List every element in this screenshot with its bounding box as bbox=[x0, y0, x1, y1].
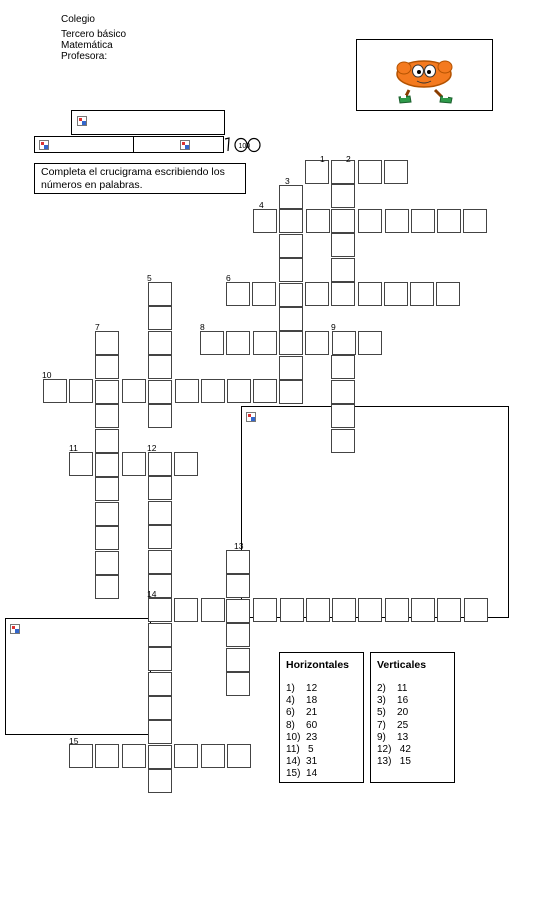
crossword-cell[interactable] bbox=[279, 356, 303, 380]
crossword-cell[interactable] bbox=[95, 404, 119, 428]
clue-item: 15) 14 bbox=[286, 768, 318, 780]
crossword-cell[interactable] bbox=[279, 209, 303, 233]
crossword-cell[interactable] bbox=[95, 575, 119, 599]
crossword-cell[interactable] bbox=[358, 331, 382, 355]
clue-item: 7) 25 bbox=[377, 719, 409, 731]
crossword-cell[interactable] bbox=[95, 331, 119, 355]
crossword-cell[interactable] bbox=[95, 477, 119, 501]
crossword-cell[interactable] bbox=[148, 623, 172, 647]
clue-number: 12 bbox=[147, 443, 157, 453]
clue-number: 8 bbox=[200, 322, 205, 332]
crossword-cell[interactable] bbox=[95, 355, 119, 379]
clue-item: 3) 16 bbox=[377, 695, 409, 707]
crossword-cell[interactable] bbox=[385, 209, 409, 233]
crossword-cell[interactable] bbox=[148, 282, 172, 306]
crossword-cell[interactable] bbox=[148, 598, 172, 622]
crossword-cell[interactable] bbox=[95, 502, 119, 526]
clue-item: 4) 18 bbox=[286, 695, 318, 707]
school-label: Colegio bbox=[61, 14, 95, 25]
clue-number: 15 bbox=[69, 736, 79, 746]
crossword-cell[interactable] bbox=[95, 380, 119, 404]
crossword-cell[interactable] bbox=[437, 598, 461, 622]
clue-number: 4 bbox=[259, 200, 264, 210]
clue-item: 14) 31 bbox=[286, 756, 318, 768]
crossword-cell[interactable] bbox=[226, 331, 250, 355]
clue-number: 7 bbox=[95, 322, 100, 332]
crossword-cell[interactable] bbox=[69, 379, 93, 403]
crossword-cell[interactable] bbox=[95, 453, 119, 477]
crossword-cell[interactable] bbox=[331, 160, 355, 184]
crossword-cell[interactable] bbox=[148, 452, 172, 476]
crossword-cell[interactable] bbox=[148, 696, 172, 720]
crossword-cell[interactable] bbox=[148, 647, 172, 671]
crossword-cell[interactable] bbox=[385, 598, 409, 622]
instructions-box: Completa el crucigrama escribiendo los números en palabras. bbox=[34, 163, 246, 194]
crossword-cell[interactable] bbox=[252, 282, 276, 306]
crossword-cell[interactable] bbox=[226, 282, 250, 306]
crossword-cell[interactable] bbox=[148, 525, 172, 549]
crossword-cell[interactable] bbox=[305, 160, 329, 184]
crossword-cell[interactable] bbox=[411, 598, 435, 622]
crossword-cell[interactable] bbox=[331, 404, 355, 428]
crossword-cell[interactable] bbox=[305, 282, 329, 306]
grade-label: Tercero básico bbox=[61, 29, 127, 40]
crossword-cell[interactable] bbox=[331, 282, 355, 306]
crossword-cell[interactable] bbox=[148, 476, 172, 500]
clue-number: 1 bbox=[320, 154, 325, 164]
crossword-cell[interactable] bbox=[122, 452, 146, 476]
crossword-cell[interactable] bbox=[69, 452, 93, 476]
crossword-cell[interactable] bbox=[226, 574, 250, 598]
crossword-cell[interactable] bbox=[436, 282, 460, 306]
horizontales-title: Horizontales bbox=[286, 659, 350, 671]
crossword-cell[interactable] bbox=[253, 209, 277, 233]
crossword-cell[interactable] bbox=[280, 598, 304, 622]
clue-item: 1) 12 bbox=[286, 683, 318, 694]
clue-number: 14 bbox=[147, 589, 157, 599]
crossword-cell[interactable] bbox=[95, 551, 119, 575]
crossword-cell[interactable] bbox=[148, 331, 172, 355]
crossword-cell[interactable] bbox=[148, 355, 172, 379]
clue-item: 12) 42 bbox=[377, 744, 411, 756]
crossword-cell[interactable] bbox=[437, 209, 461, 233]
crossword-cell[interactable] bbox=[410, 282, 434, 306]
crossword-cell[interactable] bbox=[331, 233, 355, 257]
clue-number: 2 bbox=[346, 154, 351, 164]
crossword-cell[interactable] bbox=[331, 380, 355, 404]
crossword-cell[interactable] bbox=[306, 598, 330, 622]
teacher-label: Profesora: bbox=[61, 51, 108, 62]
crossword-cell[interactable] bbox=[174, 452, 198, 476]
crossword-cell[interactable] bbox=[122, 744, 146, 768]
crossword-cell[interactable] bbox=[148, 550, 172, 574]
clue-item: 6) 21 bbox=[286, 707, 318, 719]
crossword-cell[interactable] bbox=[148, 501, 172, 525]
crossword-cell[interactable] bbox=[227, 379, 251, 403]
crossword-cell[interactable] bbox=[253, 379, 277, 403]
clue-number: 10 bbox=[42, 370, 52, 380]
crossword-cell[interactable] bbox=[148, 380, 172, 404]
crossword-cell[interactable] bbox=[384, 282, 408, 306]
crossword-cell[interactable] bbox=[358, 209, 382, 233]
crossword-cell[interactable] bbox=[463, 209, 487, 233]
crossword-cell[interactable] bbox=[279, 234, 303, 258]
crossword-cell[interactable] bbox=[69, 744, 93, 768]
crossword-cell[interactable] bbox=[331, 355, 355, 379]
clue-item: 5) 20 bbox=[377, 707, 409, 719]
crossword-cell[interactable] bbox=[226, 623, 250, 647]
crossword-cell[interactable] bbox=[331, 209, 355, 233]
verticales-title: Verticales bbox=[377, 659, 427, 671]
crossword-cell[interactable] bbox=[358, 160, 382, 184]
crossword-cell[interactable] bbox=[358, 598, 382, 622]
crossword-cell[interactable] bbox=[305, 331, 329, 355]
crossword-cell[interactable] bbox=[95, 526, 119, 550]
crossword-cell[interactable] bbox=[174, 598, 198, 622]
horizontales-panel bbox=[279, 652, 364, 783]
clue-item: 11) 5 bbox=[286, 744, 314, 756]
crossword-cell[interactable] bbox=[201, 744, 225, 768]
crossword-cell[interactable] bbox=[148, 306, 172, 330]
crossword-cell[interactable] bbox=[331, 184, 355, 208]
crossword-cell[interactable] bbox=[95, 429, 119, 453]
score-glyph-text: 100 bbox=[238, 143, 251, 150]
crossword-cell[interactable] bbox=[331, 258, 355, 282]
crossword-cell[interactable] bbox=[122, 379, 146, 403]
crossword-cell[interactable] bbox=[332, 331, 356, 355]
crossword-cell[interactable] bbox=[279, 258, 303, 282]
crossword-cell[interactable] bbox=[253, 598, 277, 622]
crossword-cell[interactable] bbox=[174, 744, 198, 768]
crossword-cell[interactable] bbox=[332, 598, 356, 622]
crossword-cell[interactable] bbox=[226, 599, 250, 623]
crossword-cell[interactable] bbox=[464, 598, 488, 622]
crossword-cell[interactable] bbox=[201, 598, 225, 622]
crossword-cell[interactable] bbox=[331, 429, 355, 453]
clue-number: 3 bbox=[285, 176, 290, 186]
crossword-cell[interactable] bbox=[384, 160, 408, 184]
crossword-cell[interactable] bbox=[175, 379, 199, 403]
crossword-cell[interactable] bbox=[411, 209, 435, 233]
crossword-cell[interactable] bbox=[227, 744, 251, 768]
crossword-cell[interactable] bbox=[201, 379, 225, 403]
crossword-cell[interactable] bbox=[148, 745, 172, 769]
crossword-cell[interactable] bbox=[200, 331, 224, 355]
clue-item: 8) 60 bbox=[286, 719, 318, 731]
clue-number: 5 bbox=[147, 273, 152, 283]
crossword-cell[interactable] bbox=[226, 648, 250, 672]
clue-number: 13 bbox=[234, 541, 244, 551]
crossword-cell[interactable] bbox=[279, 307, 303, 331]
subject-label: Matemática bbox=[61, 40, 113, 51]
crossword-cell[interactable] bbox=[148, 672, 172, 696]
crossword-cell[interactable] bbox=[253, 331, 277, 355]
crossword-cell[interactable] bbox=[148, 720, 172, 744]
crossword-cell[interactable] bbox=[279, 185, 303, 209]
crossword-cell[interactable] bbox=[148, 404, 172, 428]
crossword-cell[interactable] bbox=[226, 550, 250, 574]
clue-item: 9) 13 bbox=[377, 731, 409, 743]
clue-item: 2) 11 bbox=[377, 683, 408, 694]
crossword-cell[interactable] bbox=[43, 379, 67, 403]
verticales-panel bbox=[370, 652, 455, 783]
crossword-cell[interactable] bbox=[148, 769, 172, 793]
clue-number: 6 bbox=[226, 273, 231, 283]
clue-number: 11 bbox=[69, 443, 78, 453]
crossword-cell[interactable] bbox=[95, 744, 119, 768]
clue-item: 13) 15 bbox=[377, 756, 411, 768]
crossword-cell[interactable] bbox=[226, 672, 250, 696]
crossword-cell[interactable] bbox=[279, 380, 303, 404]
clue-item: 10) 23 bbox=[286, 731, 318, 743]
clue-number: 9 bbox=[331, 322, 336, 332]
crossword-cell[interactable] bbox=[306, 209, 330, 233]
crossword-cell[interactable] bbox=[279, 283, 303, 307]
crossword-cell[interactable] bbox=[358, 282, 382, 306]
crossword-cell[interactable] bbox=[279, 331, 303, 355]
